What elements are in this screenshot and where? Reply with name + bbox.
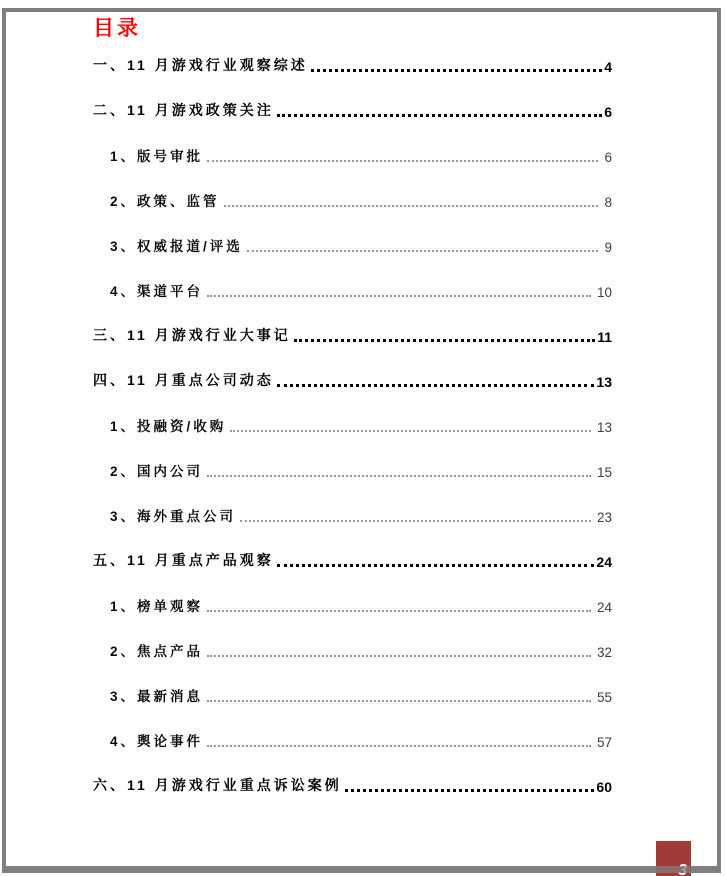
toc-dot-leader [224,205,599,207]
toc-entry-label: 四、11 月重点公司动态 [93,372,274,388]
toc-entry[interactable] [93,776,612,795]
toc-dot-leader [345,789,595,792]
toc-entry-label: 3、最新消息 [110,689,204,704]
toc-dot-leader [207,610,591,612]
toc-entry[interactable] [93,731,612,750]
toc-entry-page: 10 [596,285,612,300]
toc-entry-label: 三、11 月游戏行业大事记 [93,327,291,343]
toc-dot-leader [230,430,591,432]
toc-entry-page: 24 [596,600,612,615]
toc-entry-label: 1、榜单观察 [110,599,204,614]
toc-entry-label: 1、版号审批 [110,149,204,164]
toc-dot-leader [207,655,591,657]
toc-dot-leader [277,114,603,117]
toc-entry-page: 8 [604,195,612,210]
toc-entry-label: 五、11 月重点产品观察 [93,552,274,568]
toc-entry-label: 4、渠道平台 [110,284,204,299]
toc-entry-page: 24 [596,554,612,570]
toc-entry[interactable] [93,506,612,525]
toc-entry-page: 11 [597,329,612,345]
page-title: 目录 [93,17,141,40]
toc-dot-leader [207,160,598,162]
toc-entry-page: 57 [596,735,612,750]
toc-entry[interactable] [93,101,612,120]
toc-entry-label: 3、海外重点公司 [110,509,237,524]
toc-entry-label: 4、舆论事件 [110,734,204,749]
toc-entry[interactable] [93,686,612,705]
toc-dot-leader [207,745,591,747]
toc-entry-label: 一、11 月游戏行业观察综述 [93,57,308,73]
toc-entry-label: 2、国内公司 [110,464,204,479]
toc-entry[interactable] [93,326,612,345]
toc-entry-page: 9 [604,240,612,255]
toc-entry[interactable] [93,191,612,210]
toc-entry[interactable] [93,281,612,300]
toc-entry-page: 23 [596,510,612,525]
page-frame [2,8,721,873]
toc-entry[interactable] [93,596,612,615]
toc-entry[interactable] [93,551,612,570]
toc-dot-leader [277,564,595,567]
toc-entry-page: 6 [604,150,612,165]
toc-entry[interactable] [93,416,612,435]
toc-dot-leader [207,700,591,702]
toc-entry-label: 六、11 月游戏行业重点诉讼案例 [93,777,342,793]
toc-entry[interactable] [93,461,612,480]
toc-entry-page: 60 [596,779,612,795]
toc-entry-page: 4 [604,59,612,75]
toc-entry-page: 55 [596,690,612,705]
toc-list [93,56,612,795]
toc-entry-label: 3、权威报道/评选 [110,239,243,254]
toc-entry-page: 15 [596,465,612,480]
toc-entry-page: 13 [596,420,612,435]
toc-entry-label: 2、焦点产品 [110,644,204,659]
toc-entry-page: 32 [596,645,612,660]
frame-bottom-border-overlap [656,866,691,873]
toc-entry[interactable] [93,236,612,255]
toc-entry[interactable] [93,146,612,165]
toc-entry-page: 13 [596,374,612,390]
toc-entry[interactable] [93,641,612,660]
toc-entry-label: 1、投融资/收购 [110,419,227,434]
toc-dot-leader [247,250,599,252]
toc-dot-leader [311,69,603,72]
toc-dot-leader [240,520,591,522]
toc-entry-label: 2、政策、监管 [110,194,220,209]
toc-entry[interactable] [93,56,612,75]
toc-dot-leader [277,384,595,387]
toc-dot-leader [207,475,591,477]
toc-entry[interactable] [93,371,612,390]
toc-entry-page: 6 [604,104,612,120]
toc-dot-leader [294,339,595,342]
toc-content [93,16,612,821]
toc-entry-label: 二、11 月游戏政策关注 [93,102,274,118]
toc-dot-leader [207,295,591,297]
